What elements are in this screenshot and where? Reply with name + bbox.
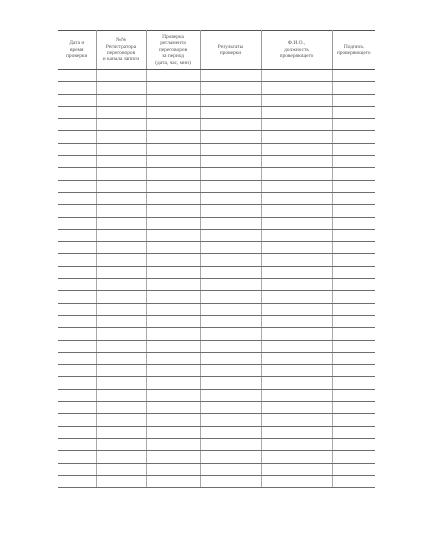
- cell-regulation: [146, 156, 200, 168]
- cell-registrar: [96, 389, 146, 401]
- cell-registrar: [96, 414, 146, 426]
- table-row: [58, 156, 375, 168]
- cell-regulation: [146, 192, 200, 204]
- header-line: проверки: [219, 50, 242, 56]
- cell-regulation: [146, 82, 200, 94]
- cell-fio: [261, 156, 332, 168]
- table-row: [58, 365, 375, 377]
- cell-regulation: [146, 426, 200, 438]
- cell-fio: [261, 70, 332, 82]
- cell-date: [58, 131, 96, 143]
- cell-regulation: [146, 451, 200, 463]
- cell-results: [200, 438, 261, 450]
- cell-results: [200, 254, 261, 266]
- cell-date: [58, 303, 96, 315]
- cell-regulation: [146, 352, 200, 364]
- cell-results: [200, 156, 261, 168]
- cell-date: [58, 402, 96, 414]
- table-row: [58, 94, 375, 106]
- cell-regulation: [146, 303, 200, 315]
- header-line: Результаты: [217, 43, 244, 50]
- header-line: проверяющего: [336, 50, 371, 56]
- table-row: [58, 168, 375, 180]
- cell-fio: [261, 352, 332, 364]
- table-row: [58, 463, 375, 475]
- cell-regulation: [146, 70, 200, 82]
- cell-signature: [332, 463, 375, 475]
- cell-results: [200, 451, 261, 463]
- table-row: [58, 438, 375, 450]
- table-row: [58, 291, 375, 303]
- cell-signature: [332, 192, 375, 204]
- cell-date: [58, 205, 96, 217]
- cell-date: [58, 352, 96, 364]
- cell-regulation: [146, 463, 200, 475]
- column-header-registrar: [96, 31, 146, 70]
- inspection-log-table: [58, 30, 375, 488]
- header-line: Проверка: [162, 33, 184, 40]
- cell-fio: [261, 451, 332, 463]
- cell-results: [200, 180, 261, 192]
- header-line: время: [69, 46, 84, 53]
- cell-fio: [261, 106, 332, 118]
- cell-date: [58, 279, 96, 291]
- cell-regulation: [146, 438, 200, 450]
- header-line: проверяющего: [279, 53, 314, 60]
- table-row: [58, 266, 375, 278]
- cell-registrar: [96, 229, 146, 241]
- cell-regulation: [146, 402, 200, 414]
- header-line: Ф.И.О.,: [287, 40, 306, 47]
- cell-signature: [332, 438, 375, 450]
- cell-signature: [332, 328, 375, 340]
- header-line: регламента: [160, 40, 186, 47]
- cell-regulation: [146, 414, 200, 426]
- header-line: должность: [284, 46, 309, 53]
- table-row: [58, 389, 375, 401]
- cell-results: [200, 426, 261, 438]
- table-row: [58, 106, 375, 118]
- cell-fio: [261, 217, 332, 229]
- cell-date: [58, 168, 96, 180]
- header-line: Дата и: [69, 40, 85, 47]
- cell-date: [58, 242, 96, 254]
- cell-date: [58, 389, 96, 401]
- cell-regulation: [146, 229, 200, 241]
- cell-signature: [332, 82, 375, 94]
- table-row: [58, 119, 375, 131]
- cell-date: [58, 414, 96, 426]
- cell-fio: [261, 205, 332, 217]
- cell-date: [58, 156, 96, 168]
- cell-fio: [261, 463, 332, 475]
- cell-fio: [261, 389, 332, 401]
- cell-results: [200, 365, 261, 377]
- cell-registrar: [96, 352, 146, 364]
- cell-results: [200, 402, 261, 414]
- cell-fio: [261, 168, 332, 180]
- cell-results: [200, 131, 261, 143]
- header-line: переговоров: [106, 50, 136, 56]
- cell-results: [200, 328, 261, 340]
- cell-signature: [332, 414, 375, 426]
- header-line: (дата, час, мин): [155, 59, 191, 66]
- table-row: [58, 205, 375, 217]
- cell-date: [58, 94, 96, 106]
- cell-results: [200, 352, 261, 364]
- cell-signature: [332, 143, 375, 155]
- cell-signature: [332, 156, 375, 168]
- cell-registrar: [96, 266, 146, 278]
- cell-date: [58, 291, 96, 303]
- cell-signature: [332, 291, 375, 303]
- cell-signature: [332, 402, 375, 414]
- cell-results: [200, 291, 261, 303]
- table-row: [58, 328, 375, 340]
- cell-fio: [261, 131, 332, 143]
- cell-results: [200, 168, 261, 180]
- cell-signature: [332, 106, 375, 118]
- cell-results: [200, 315, 261, 327]
- table-row: [58, 70, 375, 82]
- table-body: [58, 70, 375, 488]
- table-row: [58, 426, 375, 438]
- cell-registrar: [96, 377, 146, 389]
- cell-results: [200, 94, 261, 106]
- cell-results: [200, 377, 261, 389]
- cell-regulation: [146, 315, 200, 327]
- cell-date: [58, 365, 96, 377]
- cell-signature: [332, 168, 375, 180]
- table-row: [58, 131, 375, 143]
- cell-signature: [332, 119, 375, 131]
- cell-fio: [261, 414, 332, 426]
- cell-fio: [261, 254, 332, 266]
- cell-regulation: [146, 168, 200, 180]
- cell-registrar: [96, 156, 146, 168]
- cell-registrar: [96, 70, 146, 82]
- cell-registrar: [96, 303, 146, 315]
- cell-fio: [261, 229, 332, 241]
- cell-regulation: [146, 266, 200, 278]
- cell-regulation: [146, 340, 200, 352]
- cell-signature: [332, 94, 375, 106]
- cell-regulation: [146, 279, 200, 291]
- cell-date: [58, 180, 96, 192]
- cell-date: [58, 82, 96, 94]
- table-row: [58, 229, 375, 241]
- table-row: [58, 414, 375, 426]
- cell-registrar: [96, 82, 146, 94]
- cell-signature: [332, 266, 375, 278]
- cell-signature: [332, 70, 375, 82]
- column-header-regulation: [146, 31, 200, 70]
- cell-date: [58, 143, 96, 155]
- cell-fio: [261, 119, 332, 131]
- cell-regulation: [146, 106, 200, 118]
- cell-fio: [261, 426, 332, 438]
- cell-registrar: [96, 192, 146, 204]
- cell-fio: [261, 402, 332, 414]
- cell-signature: [332, 377, 375, 389]
- cell-date: [58, 119, 96, 131]
- cell-date: [58, 106, 96, 118]
- header-line: Подпись: [343, 43, 364, 50]
- cell-fio: [261, 475, 332, 487]
- cell-registrar: [96, 340, 146, 352]
- cell-registrar: [96, 143, 146, 155]
- cell-date: [58, 254, 96, 266]
- cell-fio: [261, 328, 332, 340]
- cell-fio: [261, 340, 332, 352]
- cell-regulation: [146, 377, 200, 389]
- cell-regulation: [146, 94, 200, 106]
- cell-fio: [261, 438, 332, 450]
- cell-regulation: [146, 291, 200, 303]
- cell-signature: [332, 229, 375, 241]
- header-line: и канала записи: [102, 56, 140, 63]
- cell-date: [58, 451, 96, 463]
- cell-date: [58, 463, 96, 475]
- cell-registrar: [96, 463, 146, 475]
- cell-results: [200, 192, 261, 204]
- table-row: [58, 352, 375, 364]
- table-row: [58, 451, 375, 463]
- header-line: за период: [161, 53, 184, 60]
- cell-registrar: [96, 131, 146, 143]
- cell-fio: [261, 94, 332, 106]
- cell-registrar: [96, 426, 146, 438]
- cell-results: [200, 279, 261, 291]
- cell-signature: [332, 315, 375, 327]
- column-header-signature: [332, 31, 375, 70]
- cell-signature: [332, 279, 375, 291]
- table-row: [58, 82, 375, 94]
- cell-registrar: [96, 106, 146, 118]
- column-header-results: [200, 31, 261, 70]
- table-row: [58, 180, 375, 192]
- table-row: [58, 303, 375, 315]
- cell-registrar: [96, 94, 146, 106]
- cell-results: [200, 217, 261, 229]
- cell-signature: [332, 475, 375, 487]
- cell-fio: [261, 365, 332, 377]
- cell-signature: [332, 242, 375, 254]
- cell-signature: [332, 389, 375, 401]
- cell-results: [200, 143, 261, 155]
- cell-results: [200, 475, 261, 487]
- cell-fio: [261, 82, 332, 94]
- cell-fio: [261, 291, 332, 303]
- table-header-row: [58, 31, 375, 70]
- cell-fio: [261, 192, 332, 204]
- cell-fio: [261, 143, 332, 155]
- table-row: [58, 279, 375, 291]
- cell-signature: [332, 426, 375, 438]
- cell-signature: [332, 451, 375, 463]
- cell-regulation: [146, 217, 200, 229]
- cell-fio: [261, 377, 332, 389]
- cell-registrar: [96, 291, 146, 303]
- cell-registrar: [96, 402, 146, 414]
- cell-signature: [332, 131, 375, 143]
- cell-registrar: [96, 328, 146, 340]
- cell-regulation: [146, 205, 200, 217]
- cell-results: [200, 414, 261, 426]
- cell-regulation: [146, 180, 200, 192]
- cell-regulation: [146, 254, 200, 266]
- cell-registrar: [96, 205, 146, 217]
- cell-results: [200, 106, 261, 118]
- cell-date: [58, 266, 96, 278]
- cell-fio: [261, 279, 332, 291]
- column-header-date: [58, 31, 96, 70]
- cell-regulation: [146, 365, 200, 377]
- cell-registrar: [96, 451, 146, 463]
- cell-registrar: [96, 365, 146, 377]
- cell-results: [200, 463, 261, 475]
- cell-date: [58, 340, 96, 352]
- inspection-log-sheet: [58, 30, 375, 488]
- cell-date: [58, 315, 96, 327]
- cell-registrar: [96, 242, 146, 254]
- cell-date: [58, 475, 96, 487]
- table-row: [58, 254, 375, 266]
- cell-regulation: [146, 389, 200, 401]
- cell-results: [200, 266, 261, 278]
- cell-date: [58, 229, 96, 241]
- cell-signature: [332, 254, 375, 266]
- table-row: [58, 192, 375, 204]
- table-row: [58, 143, 375, 155]
- cell-registrar: [96, 119, 146, 131]
- cell-signature: [332, 340, 375, 352]
- table-row: [58, 315, 375, 327]
- cell-signature: [332, 303, 375, 315]
- cell-registrar: [96, 475, 146, 487]
- cell-results: [200, 340, 261, 352]
- header-line: Регистратора: [105, 43, 137, 50]
- table-row: [58, 340, 375, 352]
- cell-signature: [332, 180, 375, 192]
- cell-regulation: [146, 131, 200, 143]
- cell-results: [200, 70, 261, 82]
- cell-registrar: [96, 315, 146, 327]
- header-line: проверки: [66, 53, 88, 60]
- cell-date: [58, 217, 96, 229]
- table-row: [58, 475, 375, 487]
- header-line: №№: [115, 37, 127, 44]
- cell-signature: [332, 365, 375, 377]
- cell-results: [200, 82, 261, 94]
- cell-fio: [261, 180, 332, 192]
- cell-regulation: [146, 475, 200, 487]
- cell-results: [200, 119, 261, 131]
- cell-results: [200, 303, 261, 315]
- cell-signature: [332, 352, 375, 364]
- cell-results: [200, 242, 261, 254]
- cell-registrar: [96, 168, 146, 180]
- table-row: [58, 402, 375, 414]
- cell-date: [58, 328, 96, 340]
- cell-results: [200, 389, 261, 401]
- cell-registrar: [96, 438, 146, 450]
- cell-regulation: [146, 242, 200, 254]
- table-row: [58, 377, 375, 389]
- header-line: переговоров: [158, 46, 188, 53]
- cell-fio: [261, 303, 332, 315]
- cell-fio: [261, 266, 332, 278]
- cell-date: [58, 377, 96, 389]
- cell-regulation: [146, 119, 200, 131]
- cell-registrar: [96, 254, 146, 266]
- cell-registrar: [96, 180, 146, 192]
- table-row: [58, 242, 375, 254]
- cell-fio: [261, 242, 332, 254]
- cell-results: [200, 205, 261, 217]
- cell-signature: [332, 217, 375, 229]
- cell-signature: [332, 205, 375, 217]
- cell-date: [58, 426, 96, 438]
- table-row: [58, 217, 375, 229]
- cell-fio: [261, 315, 332, 327]
- cell-date: [58, 438, 96, 450]
- cell-date: [58, 192, 96, 204]
- column-header-fio: [261, 31, 332, 70]
- cell-regulation: [146, 143, 200, 155]
- cell-date: [58, 70, 96, 82]
- cell-results: [200, 229, 261, 241]
- cell-regulation: [146, 328, 200, 340]
- cell-registrar: [96, 279, 146, 291]
- cell-registrar: [96, 217, 146, 229]
